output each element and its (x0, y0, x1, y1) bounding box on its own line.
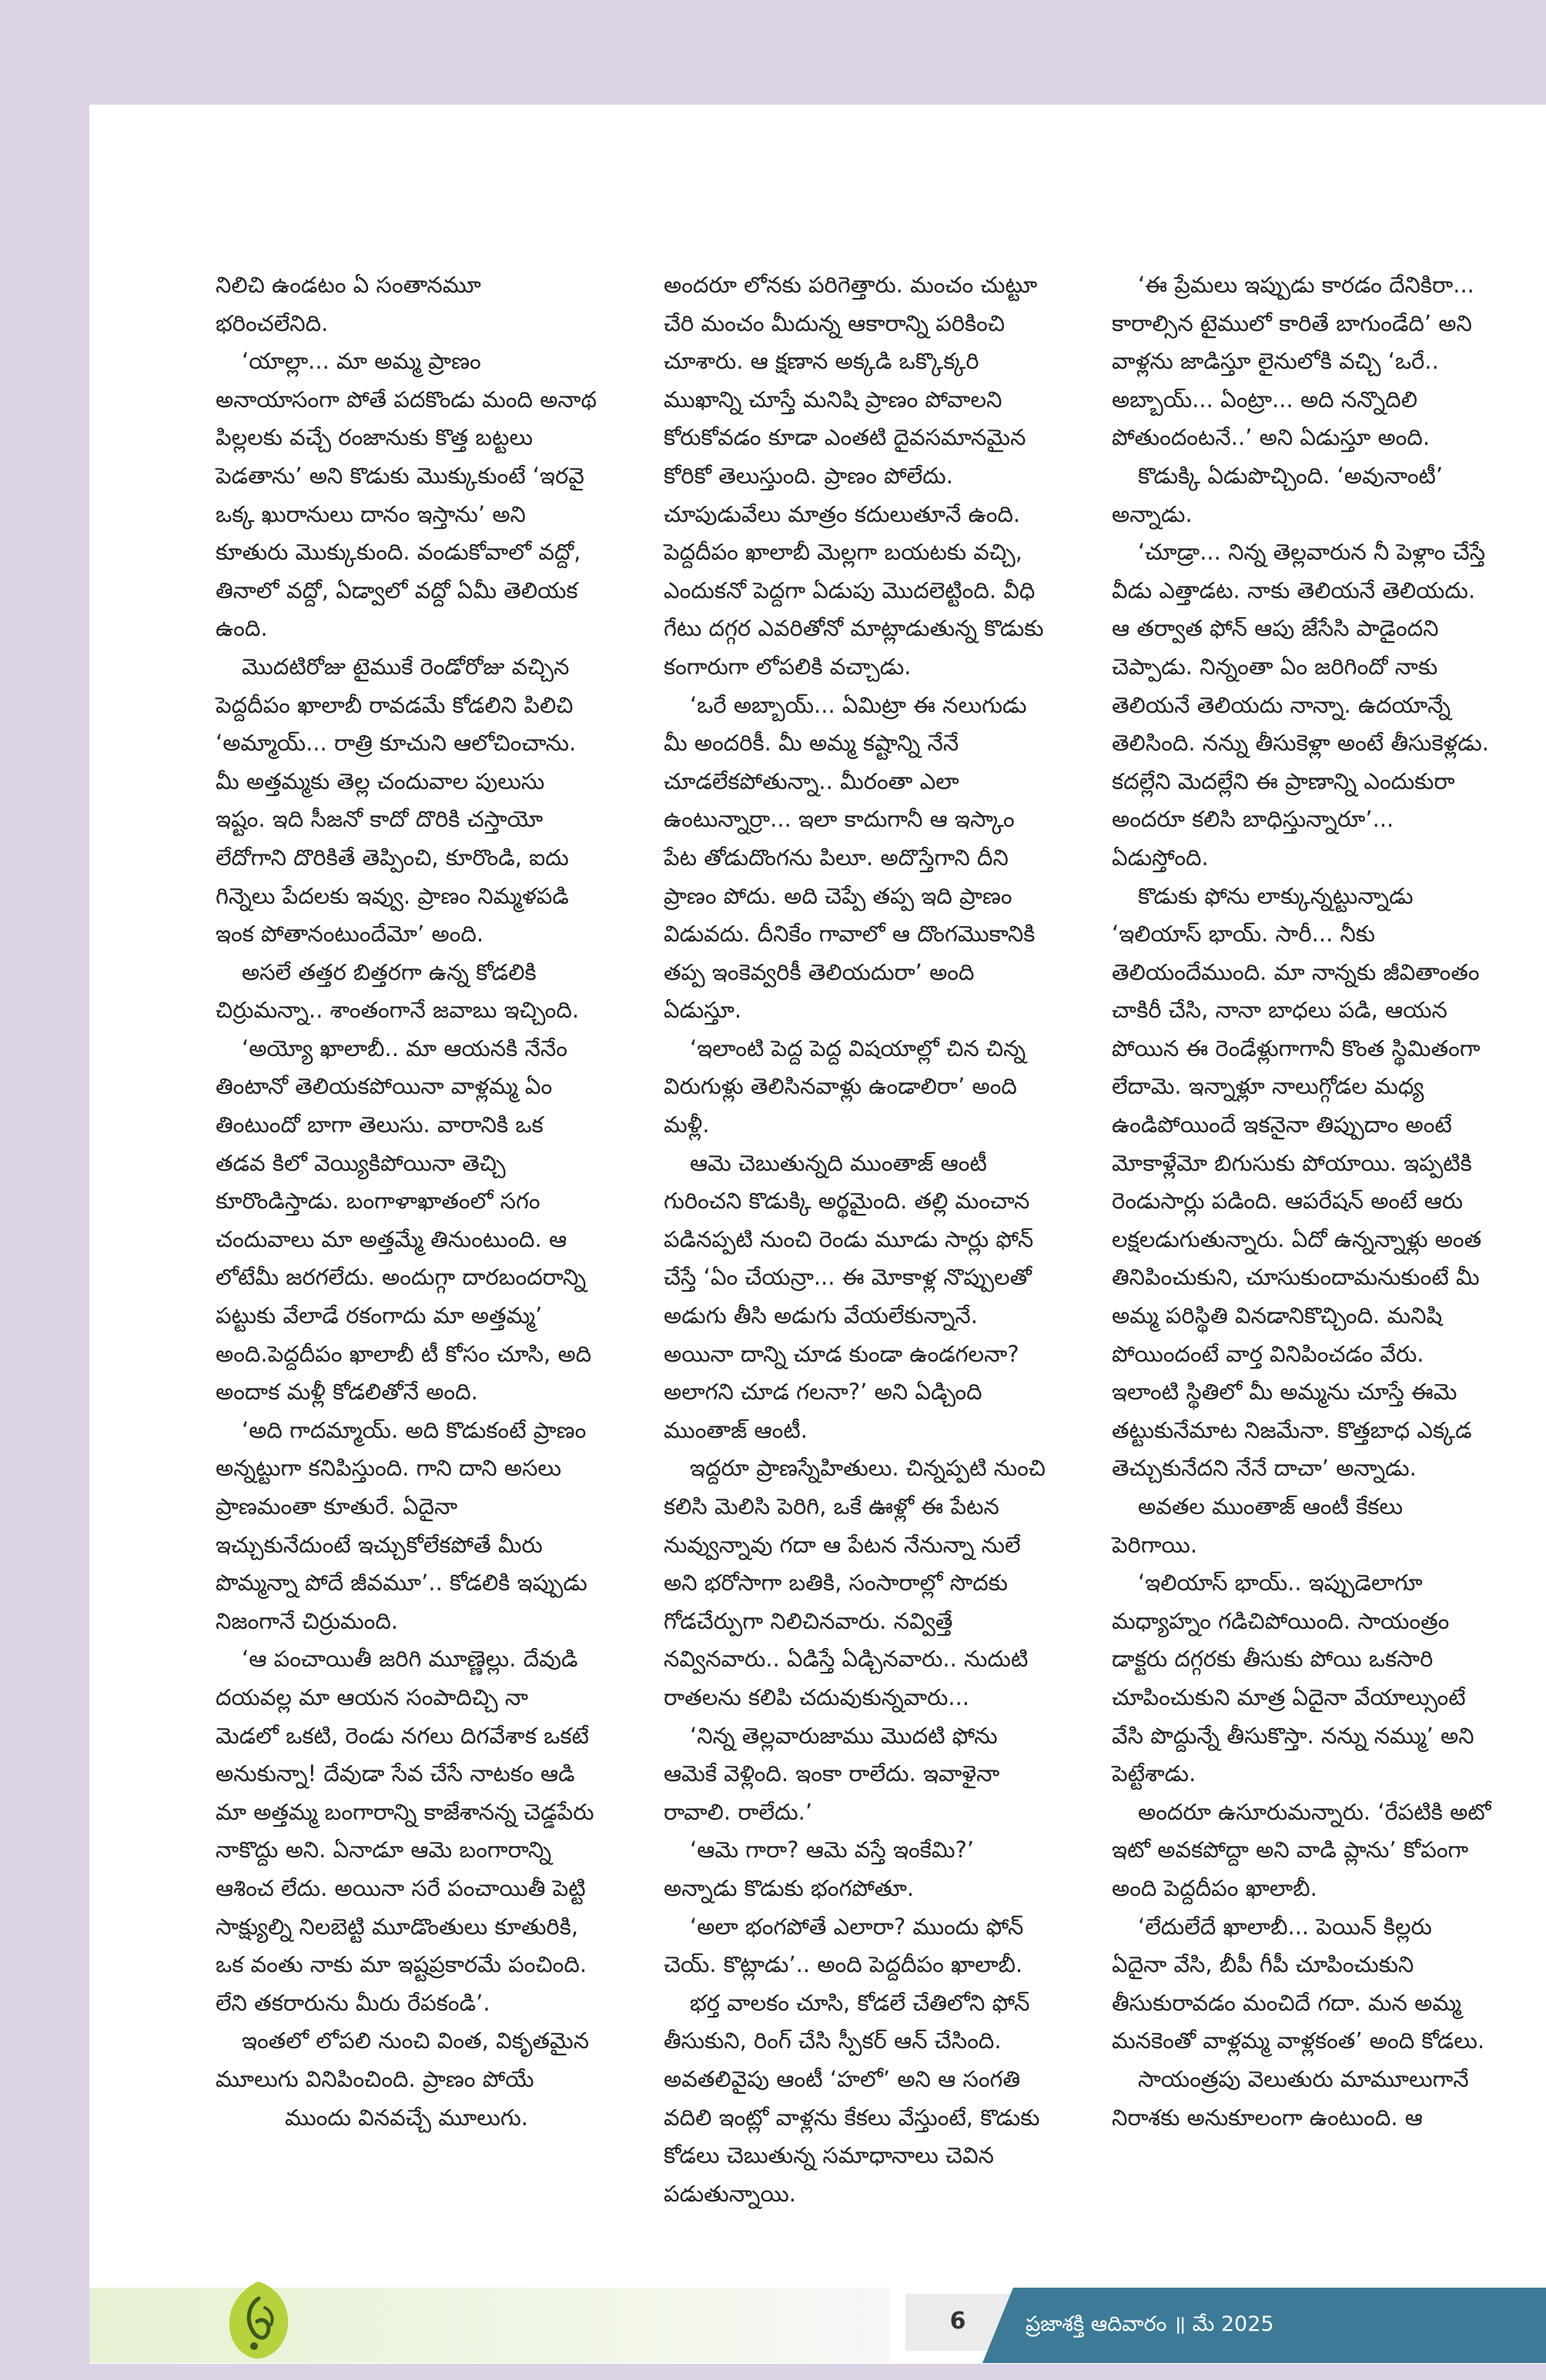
paragraph: నిలిచి ఉండటం ఏ సంతానమూ భరించలేనిది. (216, 272, 481, 336)
paragraph: కొడుకు ఫోను లాక్కున్నట్టున్నాడు ‘ఇలియాస్ భాయ్. సారీ... నీకు తెలియందేముంది. మా నాన్నకు జీవితాంతం చాకిరీ చేసి, నానా బాధలు పడి, ఆయన పోయిన ఈ రెండేళ్లుగాగానీ కొంత స్థిమితంగా లేదామె. ఇన్నాళ్లూ నాలుగ్గోడల మధ్య ఉండిపోయిందే ఇకనైనా తిప్పుదాం అంటే మోకాళ్లేమో బిగుసుకు పోయాయి. ఇప్పటికి రెండుసార్లు పడింది. ఆపరేషన్ అంటే ఆరు లక్షలడుగుతున్నారు. ఏదో ఉన్నన్నాళ్లు అంత తినిపించుకుని, చూసుకుందామనుకుంటే మీ అమ్మ పరిస్థితి వినడానికొచ్చింది. మనిషి పోయిందంటే వార్త వినిపించడం వేరు. ఇలాంటి స్థితిలో మీ అమ్మను చూస్తే ఈమె తట్టుకునేమాట నిజమేనా. కొత్తబాధ ఎక్కడ తెచ్చుకునేదని నేనే దాచా’ అన్నాడు. (1112, 882, 1482, 1482)
article-column-1 (216, 266, 597, 2252)
paragraph: ‘ఇలియాస్ భాయ్.. ఇప్పుడెలాగూ మధ్యాహ్నం గడిచిపోయింది. సాయంత్రం డాక్టరు దగ్గరకు తీసుకు పోయి ఒకసారి చూపించుకుని మాత్ర ఏదైనా వేయాల్సుంటే వేసి పొద్దున్నే తీసుకొస్తా. నన్ను నమ్ము’ అని పెట్టేశాడు. (1112, 1569, 1474, 1787)
paragraph: ‘ఈ ప్రేమలు ఇప్పుడు కారడం దేనికిరా... కారాల్సిన టైములో కారితే బాగుండేది’ అని వాళ్లను జాడిస్తూ లైనులోకి వచ్చి ‘ఒరే.. అబ్బాయ్... ఏంట్రా... అది నన్నొదిలి పోతుందంటనే..’ అని ఏడుస్తూ అంది. (1112, 272, 1474, 451)
paragraph: మొదటిరోజు టైముకే రెండోరోజు వచ్చిన పెద్దదీపం ఖాలాబీ రావడమే కోడలిని పిలిచి ‘అమ్మాయ్... రాత్రి కూచుని ఆలోచించాను. మీ అత్తమ్మకు తెల్ల చందువాల పులుసు ఇష్టం. ఇది సీజనో కాదో దొరికి చస్తాయో లేదోగాని దొరికితే తెప్పించి, కూరొండి, ఐదు గిన్నెలు పేదలకు ఇవ్వు. ప్రాణం నిమ్మళపడి ఇంక పోతానంటుందేమో’ అంది. (216, 653, 577, 948)
paragraph: ‘ఇలాంటి పెద్ద పెద్ద విషయాల్లో చిన చిన్న విరుగుళ్లు తెలిసినవాళ్లు ఉండాలిరా’ అంది మళ్లీ. (664, 1035, 1026, 1138)
paragraph: ‘లేదులేదే ఖాలాబీ... పెయిన్ కిల్లరు ఏదైనా వేసి, బీపీ గీపీ చూపించుకుని తీసుకురావడం మంచిదే గదా. మన అమ్మ మనకెంతో వాళ్లమ్మ వాళ్లకంత’ అంది కోడలు. (1112, 1913, 1485, 2054)
paragraph: అందరూ ఉసూరుమన్నారు. ‘రేపటికి అటో ఇటో అవకపోద్దా అని వాడి ప్లాను’ కోపంగా అంది పెద్దదీపం ఖాలాబీ. (1112, 1798, 1491, 1901)
paragraph: ‘ఆ పంచాయితీ జరిగి మూణ్ణెల్లు. దేవుడి దయవల్ల మా ఆయన సంపాదిచ్చి నా మెడలో ఒకటి, రెండు నగలు దిగవేశాక ఒకటే అనుకున్నా! దేవుడా సేవ చేసే నాటకం ఆడి మా అత్తమ్మ బంగారాన్ని కాజేశానన్న చెడ్డపేరు నాకొద్దు అని. ఏనాడూ ఆమె బంగారాన్ని ఆశించ లేదు. అయినా సరే పంచాయితీ పెట్టి సాక్ష్యుల్ని నిలబెట్టి మూడొంతులు కూతురికి, ఒక వంతు నాకు మా ఇష్టప్రకారమే పంచింది. లేని తకరారును మీరు రేపకండి’. (216, 1646, 594, 2016)
publication-logo-icon (220, 2277, 296, 2363)
publication-name: ప్రజాశక్తి ఆదివారం (1026, 2312, 1167, 2336)
article-column-3 (1112, 266, 1494, 2252)
paragraph: ముందు వినవచ్చే మూలుగు. (284, 2104, 529, 2131)
paragraph: ‘అయ్యో ఖాలాబీ.. మా ఆయనకి నేనేం తింటానో తెలియకపోయినా వాళ్లమ్మ ఏం తింటుందో బాగా తెలుసు. వారానికి ఒక తడవ కిలో వెయ్యికిపోయినా తెచ్చి కూరొండిస్తాడు. బంగాళాఖాతంలో సగం చందువాలు మా అత్తమ్మే తినుంటుంది. ఆ లోటేమీ జరగలేదు. అందుగ్గా దారబందరాన్ని పట్టుకు వేలాడే రకంగాదు మా అత్తమ్మ’ అంది.పెద్దదీపం ఖాలాబీ టీ కోసం చూసి, అది అందాక మళ్లీ కోడలితోనే అంది. (216, 1035, 592, 1406)
footer-publication-line (1026, 2303, 1274, 2346)
paragraph: భర్త వాలకం చూసి, కోడలే చేతిలోని ఫోన్ తీసుకుని, రింగ్ చేసి స్పీకర్ ఆన్ చేసింది. అవతలివైపు ఆంటీ ‘హలో’ అని ఆ సంగతి వదిలి ఇంట్లో వాళ్లను కేకలు వేస్తుంటే, కొడుకు కోడలు చెబుతున్న సమాధానాలు చెవిన పడుతున్నాయి. (664, 1989, 1040, 2207)
paragraph: ఇంతలో లోపలి నుంచి వింత, వికృతమైన మూలుగు వినిపించింది. ప్రాణం పోయే (216, 2027, 590, 2092)
paragraph: కొడుక్కి ఏడుపొచ్చింది. ‘అవునాంటీ’ అన్నాడు. (1112, 462, 1444, 527)
paragraph: ఇద్దరూ ప్రాణస్నేహితులు. చిన్నప్పటి నుంచి కలిసి మెలిసి పెరిగి, ఒకే ఊళ్లో ఈ పేటన నువ్వున్నావు గదా ఆ పేటన నేనున్నా నులే అని భరోసాగా బతికి, సంసారాల్లో సొదకు గోడచేర్పుగా నిలిచినవారు. నవ్విత్తే నవ్వినవారు.. ఏడిస్తే ఏడ్చినవారు.. నుదుటి రాతలను కలిపి చదువుకున్నవారు... (664, 1455, 1046, 1710)
article-column-2 (664, 266, 1046, 2252)
paragraph: ‘అది గాదమ్మాయ్. అది కొడుకంటే ప్రాణం అన్నట్టుగా కనిపిస్తుంది. గాని దాని అసలు ప్రాణమంతా కూతురే. ఏదైనా ఇచ్చుకునేదుంటే ఇచ్చుకోలేకపోతే మీరు పొమ్మన్నా పోదే జీవమూ’.. కోడలికి ఇప్పుడు నిజంగానే చిర్రుమంది. (216, 1416, 587, 1634)
paragraph: ‘ఆమె గారా? ఆమె వస్తే ఇంకేమి?’ అన్నాడు కొడుకు భంగపోతూ. (664, 1837, 975, 1901)
article-body (216, 266, 1494, 2252)
issue-date: మే 2025 (1192, 2312, 1274, 2336)
paragraph: అసలే తత్తర బిత్తరగా ఉన్న కోడలికి చిర్రుమన్నా.. శాంతంగానే జవాబు ఇచ్చింది. (216, 958, 580, 1024)
paragraph: అవతల ముంతాజ్ ఆంటీ కేకలు పెరిగాయి. (1112, 1493, 1404, 1558)
paragraph: ‘అలా భంగపోతే ఎలారా? ముందు ఫోన్ చెయ్. కొట్లాడు’.. అంది పెద్దదీపం ఖాలాబీ. (664, 1913, 1024, 1978)
paragraph: ‘నిన్న తెల్లవారుజాము మొదటి ఫోను ఆమెకే వెళ్లింది. ఇంకా రాలేదు. ఇవాళైనా రావాలి. రాలేదు.’ (664, 1722, 1000, 1825)
footer-separator: ॥ (1173, 2312, 1186, 2336)
magazine-page (89, 105, 1546, 2364)
page-footer (89, 2288, 1546, 2380)
paragraph: ‘ఒరే అబ్బాయ్... ఏమిట్రా ఈ నలుగుడు మీ అందరికీ. మీ అమ్మ కష్టాన్ని నేనే చూడలేకపోతున్నా.. మీరంతా ఎలా ఉంటున్నార్రా... ఇలా కాదుగానీ ఆ ఇస్కాం పేట తోడుదొంగను పిలూ. అదొస్తేగాని దీని ప్రాణం పోదు. అది చెప్పే తప్ప ఇది ప్రాణం విడువదు. దీనికేం గావాలో ఆ దొంగమొకానికి తప్ప ఇంకెవ్వరికీ తెలియదురా’ అంది ఏడుస్తూ. (664, 691, 1036, 1024)
footer-green-band (89, 2288, 890, 2363)
paragraph: ‘యాల్లా... మా అమ్మ ప్రాణం అనాయాసంగా పోతే పదకొండు మంది అనాథ పిల్లలకు వచ్చే రంజానుకు కొత్త బట్టలు పెడతాను’ అని కొడుకు మొక్కుకుంటే ‘ఇరవై ఒక్క ఖురానులు దానం ఇస్తాను’ అని కూతురు మొక్కుకుంది. వండుకోవాలో వద్దో, తినాలో వద్దో, ఏడ్వాలో వద్దో ఏమీ తెలియక ఉంది. (216, 348, 597, 642)
page-number: 6 (949, 2308, 966, 2335)
paragraph: ‘చూడ్రా... నిన్న తెల్లవారున నీ పెళ్లాం చేస్తే వీడు ఎత్తాడట. నాకు తెలియనే తెలియదు. ఆ తర్వాత ఫోన్ ఆపు జేసేసి పాడైందని చెప్పాడు. నిన్నంతా ఏం జరిగిందో నాకు తెలియనే తెలియదు నాన్నా. ఉదయాన్నే తెలిసింది. నన్ను తీసుకెళ్లా అంటే తీసుకెళ్లడు. కదల్లేని మెదల్లేని ఈ ప్రాణాన్ని ఎందుకురా అందరూ కలిసి బాధిస్తున్నారూ’... ఏడుస్తోంది. (1112, 539, 1490, 871)
paragraph: అందరూ లోనకు పరిగెత్తారు. మంచం చుట్టూ చేరి మంచం మీదున్న ఆకారాన్ని పరికించి చూశారు. ఆ క్షణాన అక్కడి ఒక్కొక్కరి ముఖాన్ని చూస్తే మనిషి ప్రాణం పోవాలని కోరుకోవడం కూడా ఎంతటి దైవసమానమైన కోరికో తెలుస్తుంది. ప్రాణం పోలేదు. చూపుడువేలు మాత్రం కదులుతూనే ఉంది. పెద్దదీపం ఖాలాబీ మెల్లగా బయటకు వచ్చి, ఎందుకనో పెద్దగా ఏడుపు మొదలెట్టింది. వీధి గేటు దగ్గర ఎవరితోనో మాట్లాడుతున్న కొడుకు కంగారుగా లోపలికి వచ్చాడు. (664, 272, 1044, 680)
paragraph: ఆమె చెబుతున్నది ముంతాజ్ ఆంటీ గురించని కొడుక్కి అర్థమైంది. తల్లి మంచాన పడినప్పటి నుంచి రెండు మూడు సార్లు ఫోన్ చేస్తే ‘ఏం చేయన్రా... ఈ మోకాళ్ల నొప్పులతో అడుగు తీసి అడుగు వేయలేకున్నానే. అయినా దాన్ని చూడ కుండా ఉండగలనా? అలాగని చూడ గలనా?’ అని ఏడ్చింది ముంతాజ్ ఆంటీ. (664, 1149, 1034, 1443)
paragraph: సాయంత్రపు వెలుతురు మామూలుగానే నిరాశకు అనుకూలంగా ఉంటుంది. ఆ (1112, 2065, 1469, 2131)
